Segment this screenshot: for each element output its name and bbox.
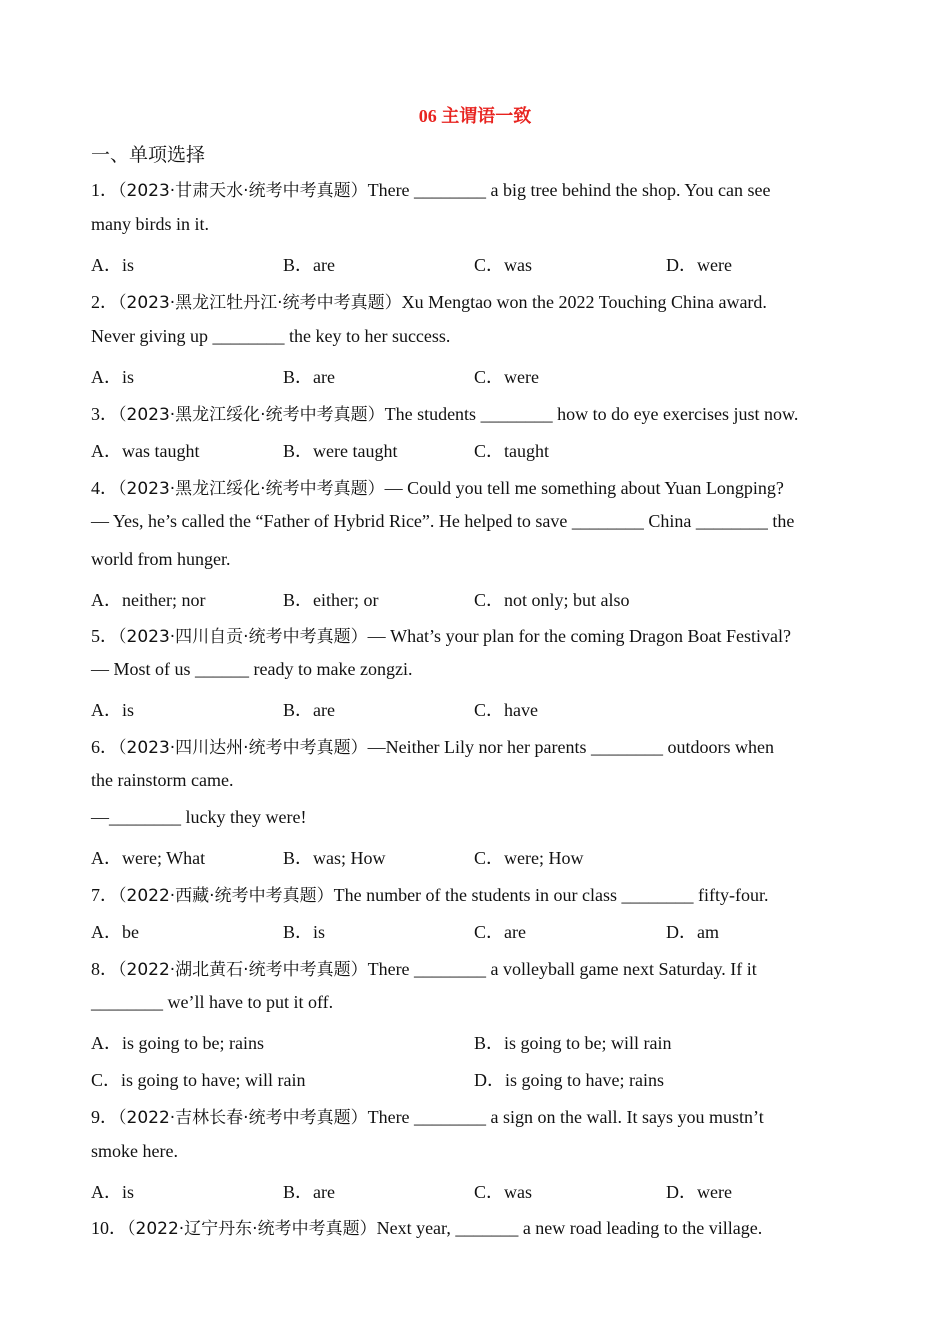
option-a[interactable]: A．were; What [91,848,206,868]
question-2-line-2: Never giving up ________ the key to her success. [91,326,451,346]
question-4-line-2: — Yes, he’s called the “Father of Hybrid Rice”. He helped to save ________ China ________ the [91,511,795,531]
question-2-line-1: 2．（2023·黑龙江牡丹江·统考中考真题）Xu Mengtao won the 2022 Touching China award. [91,292,767,313]
option-b[interactable]: B．is going to be; will rain [474,1033,672,1053]
option-c[interactable]: C．was [474,1182,532,1202]
option-b[interactable]: B．either; or [283,590,379,610]
option-d[interactable]: D．were [666,1182,732,1202]
option-c[interactable]: C．were; How [474,848,584,868]
option-c[interactable]: C．was [474,255,532,275]
option-b[interactable]: B．are [283,1182,335,1202]
option-b[interactable]: B．are [283,367,335,387]
option-b[interactable]: B．was; How [283,848,386,868]
question-1-line-2: many birds in it. [91,214,209,234]
option-a[interactable]: A．is [91,255,135,275]
option-d[interactable]: D．am [666,922,719,942]
option-c[interactable]: C．were [474,367,539,387]
option-a[interactable]: A．is [91,700,135,720]
section-heading: 一、单项选择 [91,144,206,166]
option-a[interactable]: A．is [91,1182,135,1202]
question-8-line-2: ________ we’ll have to put it off. [91,992,334,1012]
question-3-line-1: 3．（2023·黑龙江绥化·统考中考真题）The students ________ how to do eye exercises just now. [91,404,799,425]
question-7-line-1: 7．（2022·西藏·统考中考真题）The number of the students in our class ________ fifty-four. [91,885,769,906]
question-4-line-1: 4．（2023·黑龙江绥化·统考中考真题）— Could you tell me something about Yuan Longping? [91,478,784,499]
option-a[interactable]: A．be [91,922,139,942]
question-1-line-1: 1．（2023·甘肃天水·统考中考真题）There ________ a big tree behind the shop. You can see [91,180,771,201]
option-c[interactable]: C．not only; but also [474,590,630,610]
page-title: 06 主谓语一致 [418,106,532,126]
option-a[interactable]: A．was taught [91,441,200,461]
option-b[interactable]: B．are [283,700,335,720]
option-c[interactable]: C．have [474,700,538,720]
option-a[interactable]: A．is going to be; rains [91,1033,264,1053]
option-d[interactable]: D．were [666,255,732,275]
question-10-line-1: 10．（2022·辽宁丹东·统考中考真题）Next year, _______ a new road leading to the village. [91,1218,763,1239]
option-c[interactable]: C．is going to have; will rain [91,1070,306,1090]
question-6-line-3: —________ lucky they were! [91,807,307,827]
option-c[interactable]: C．are [474,922,526,942]
option-a[interactable]: A．neither; nor [91,590,206,610]
question-6-line-1: 6．（2023·四川达州·统考中考真题）—Neither Lily nor her parents ________ outdoors when [91,737,774,758]
question-5-line-1: 5．（2023·四川自贡·统考中考真题）— What’s your plan for the coming Dragon Boat Festival? [91,626,791,647]
option-b[interactable]: B．were taught [283,441,398,461]
option-b[interactable]: B．are [283,255,335,275]
option-a[interactable]: A．is [91,367,135,387]
question-9-line-2: smoke here. [91,1141,178,1161]
question-4-line-3: world from hunger. [91,549,231,569]
option-d[interactable]: D．is going to have; rains [474,1070,664,1090]
question-9-line-1: 9．（2022·吉林长春·统考中考真题）There ________ a sign on the wall. It says you mustn’t [91,1107,764,1128]
option-c[interactable]: C．taught [474,441,549,461]
option-b[interactable]: B．is [283,922,326,942]
question-8-line-1: 8．（2022·湖北黄石·统考中考真题）There ________ a volleyball game next Saturday. If it [91,959,757,980]
question-5-line-2: — Most of us ______ ready to make zongzi. [91,659,413,679]
question-6-line-2: the rainstorm came. [91,770,234,790]
